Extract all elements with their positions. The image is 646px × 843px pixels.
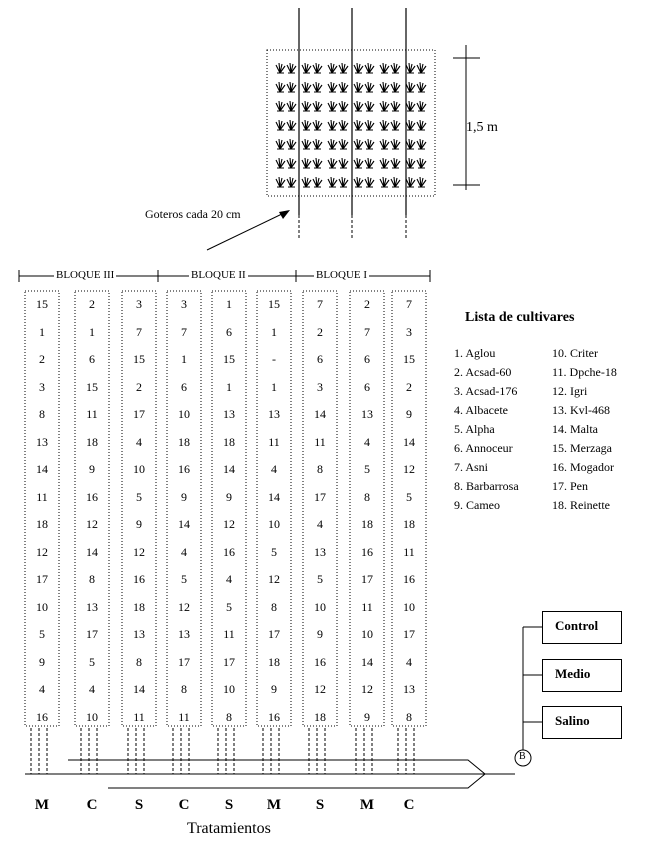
plant-icon bbox=[328, 120, 337, 130]
treatments-axis-label: Tratamientos bbox=[187, 820, 271, 837]
plot-cell: 5 bbox=[271, 544, 277, 559]
plot-cell: 17 bbox=[133, 407, 145, 421]
plant-icon bbox=[380, 101, 389, 111]
plot-cell: 4 bbox=[317, 517, 323, 531]
medio-label: Medio bbox=[555, 666, 591, 681]
cultivar-list-title: Lista de cultivares bbox=[465, 310, 575, 325]
plant-icon bbox=[313, 158, 322, 168]
plot-cell: 16 bbox=[223, 544, 235, 559]
cultivar-item: 9. Cameo bbox=[454, 498, 500, 512]
block-i-label: BLOQUE I bbox=[316, 269, 368, 281]
plot-cell: 18 bbox=[178, 434, 190, 449]
plant-icon bbox=[417, 120, 426, 130]
treatment-letter: M bbox=[34, 797, 50, 813]
plot-cell: 8 bbox=[406, 709, 412, 724]
plot-cell: 1 bbox=[271, 324, 277, 339]
plant-icon bbox=[328, 158, 337, 168]
plant-icon bbox=[287, 158, 296, 168]
plant-icon bbox=[339, 101, 348, 111]
plot-cell: 13 bbox=[86, 599, 98, 614]
plant-icon bbox=[417, 177, 426, 187]
plot-cell: 5 bbox=[181, 572, 187, 586]
plot-cell: 11 bbox=[403, 544, 415, 559]
plant-icon bbox=[354, 139, 363, 149]
plot-cell: 18 bbox=[361, 517, 373, 531]
plot-cell: 16 bbox=[361, 544, 373, 559]
plant-icon bbox=[365, 63, 374, 73]
plant-icon bbox=[339, 120, 348, 130]
plant-icon bbox=[391, 158, 400, 168]
plot-cell: 3 bbox=[181, 297, 187, 311]
plant-icon bbox=[339, 63, 348, 73]
plant-icon bbox=[276, 139, 285, 149]
plant-icon bbox=[380, 158, 389, 168]
plant-icon bbox=[276, 177, 285, 187]
plant-icon bbox=[287, 139, 296, 149]
plot-cell: 5 bbox=[364, 462, 370, 476]
cultivar-item: 7. Asni bbox=[454, 460, 489, 474]
treatment-letter: S bbox=[134, 797, 144, 813]
plot-cell: 18 bbox=[86, 434, 98, 449]
valve-label: B bbox=[519, 751, 526, 762]
plot-cell: 8 bbox=[89, 572, 95, 586]
plant-icon bbox=[365, 158, 374, 168]
plant-icon bbox=[365, 101, 374, 111]
plot-cell: 10 bbox=[314, 599, 326, 614]
cultivar-item: 17. Pen bbox=[552, 479, 588, 493]
plot-cell: 4 bbox=[364, 434, 370, 449]
plot-cell: 12 bbox=[36, 544, 48, 559]
plant-icon bbox=[417, 82, 426, 92]
plot-cell: 13 bbox=[361, 407, 373, 421]
plot-cell: 16 bbox=[178, 462, 190, 476]
plant-icon bbox=[339, 82, 348, 92]
plot-cell: 8 bbox=[271, 599, 277, 614]
plant-icon bbox=[391, 101, 400, 111]
cultivar-item: 18. Reinette bbox=[552, 498, 610, 512]
plot-cell: 9 bbox=[89, 462, 95, 476]
plot-cell: 11 bbox=[178, 709, 190, 724]
plot-cell: 15 bbox=[403, 352, 415, 366]
plant-icon bbox=[391, 120, 400, 130]
plot-cell: 17 bbox=[86, 627, 98, 641]
plot-cell: 3 bbox=[406, 324, 412, 339]
plant-icon bbox=[380, 139, 389, 149]
plant-icon bbox=[339, 177, 348, 187]
plot-cell: 11 bbox=[133, 709, 145, 724]
main-supply-pipe bbox=[25, 760, 515, 788]
cultivar-item: 10. Criter bbox=[552, 346, 598, 360]
plot-cell: 8 bbox=[39, 407, 45, 421]
treatment-letter: M bbox=[359, 797, 375, 813]
plot-cell: 2 bbox=[364, 297, 370, 311]
plant-icon bbox=[380, 120, 389, 130]
plant-icon bbox=[313, 139, 322, 149]
plot-cell: 15 bbox=[223, 352, 235, 366]
plot-cell: 16 bbox=[133, 572, 145, 586]
plant-icon bbox=[287, 82, 296, 92]
plant-icon bbox=[276, 101, 285, 111]
plot-cell: 6 bbox=[89, 352, 95, 366]
plot-cell: 2 bbox=[136, 379, 142, 394]
plant-icon bbox=[417, 63, 426, 73]
plant-icon bbox=[406, 82, 415, 92]
cultivar-item: 14. Malta bbox=[552, 422, 598, 436]
cultivar-item: 6. Annoceur bbox=[454, 441, 513, 455]
plot-cell: 18 bbox=[133, 599, 145, 614]
plant-icon bbox=[276, 63, 285, 73]
plot-cell: 12 bbox=[268, 572, 280, 586]
plot-cell: 4 bbox=[181, 544, 187, 559]
plot-cell: 10 bbox=[133, 462, 145, 476]
plant-icon bbox=[302, 120, 311, 130]
plot-cell: 5 bbox=[89, 654, 95, 669]
plot-cell: 12 bbox=[178, 599, 190, 614]
plant-icon bbox=[406, 139, 415, 149]
treatment-letter: M bbox=[266, 797, 282, 813]
plot-cell: 14 bbox=[178, 517, 190, 531]
plant-icon bbox=[287, 120, 296, 130]
plot-cell: 14 bbox=[361, 654, 373, 669]
plant-icon bbox=[313, 63, 322, 73]
plot-cell: 14 bbox=[403, 434, 415, 449]
plot-cell: 3 bbox=[39, 379, 45, 394]
plant-icon bbox=[391, 177, 400, 187]
plot-cell: 1 bbox=[39, 324, 45, 339]
plant-icon bbox=[313, 101, 322, 111]
cultivar-item: 13. Kvl-468 bbox=[552, 403, 610, 417]
plot-cell: 9 bbox=[136, 517, 142, 531]
plant-icon bbox=[417, 101, 426, 111]
plot-cell: 8 bbox=[136, 654, 142, 669]
plot-cell: 16 bbox=[314, 654, 326, 669]
plot-cell: 8 bbox=[226, 709, 232, 724]
cultivar-item: 3. Acsad-176 bbox=[454, 384, 518, 398]
plant-icon bbox=[328, 177, 337, 187]
plot-cell: 10 bbox=[403, 599, 415, 614]
plot-cell: 12 bbox=[314, 682, 326, 696]
cultivar-item: 4. Albacete bbox=[454, 403, 508, 417]
plant-icon bbox=[354, 63, 363, 73]
plot-cell: 11 bbox=[268, 434, 280, 449]
plot-cell: 3 bbox=[317, 379, 323, 394]
plant-icon bbox=[354, 158, 363, 168]
cultivar-item: 1. Aglou bbox=[454, 346, 496, 360]
plot-cell: 3 bbox=[136, 297, 142, 311]
plant-icon bbox=[302, 101, 311, 111]
plot-cell: 7 bbox=[406, 297, 412, 311]
plot-cell: 5 bbox=[226, 599, 232, 614]
medio-box bbox=[542, 659, 622, 692]
plant-icon bbox=[313, 82, 322, 92]
block-ii-label: BLOQUE II bbox=[191, 269, 246, 281]
plot-cell: 12 bbox=[133, 544, 145, 559]
plant-icon bbox=[339, 139, 348, 149]
plot-cell: 5 bbox=[39, 627, 45, 641]
plot-cell: 6 bbox=[364, 352, 370, 366]
treatment-letter: S bbox=[315, 797, 325, 813]
plant-icon bbox=[380, 177, 389, 187]
plot-cell: 14 bbox=[86, 544, 98, 559]
plot-cell: 14 bbox=[314, 407, 326, 421]
plant-icon bbox=[365, 120, 374, 130]
plot-cell: 10 bbox=[268, 517, 280, 531]
plant-icon bbox=[354, 120, 363, 130]
plot-cell: 16 bbox=[268, 709, 280, 724]
cultivar-item: 8. Barbarrosa bbox=[454, 479, 519, 493]
plot-cell: 17 bbox=[403, 627, 415, 641]
plant-icon bbox=[417, 139, 426, 149]
plant-icon bbox=[365, 82, 374, 92]
plot-cell: 16 bbox=[86, 489, 98, 504]
plot-cell: 14 bbox=[268, 489, 280, 504]
plot-cell: 14 bbox=[223, 462, 235, 476]
plot-cell: 17 bbox=[361, 572, 373, 586]
plant-icon bbox=[328, 63, 337, 73]
plot-cell: 1 bbox=[181, 352, 187, 366]
plot-cell: 9 bbox=[406, 407, 412, 421]
plot-cell: 6 bbox=[317, 352, 323, 366]
control-label: Control bbox=[555, 618, 599, 633]
treatment-letter: C bbox=[86, 797, 98, 813]
plot-cell: 17 bbox=[314, 489, 326, 504]
plot-cell: 2 bbox=[317, 324, 323, 339]
plot-cell: 5 bbox=[406, 489, 412, 504]
plant-icon bbox=[406, 63, 415, 73]
plant-icon bbox=[354, 101, 363, 111]
salino-label: Salino bbox=[555, 713, 590, 728]
plot-cell: 18 bbox=[314, 709, 326, 724]
plot-cell: 2 bbox=[39, 352, 45, 366]
plot-cell: 4 bbox=[226, 572, 232, 586]
plant-icon bbox=[339, 158, 348, 168]
plant-icon bbox=[380, 63, 389, 73]
plant-icon bbox=[354, 177, 363, 187]
cultivar-item: 11. Dpche-18 bbox=[552, 365, 617, 379]
plot-cell: 12 bbox=[86, 517, 98, 531]
plant-icon bbox=[276, 120, 285, 130]
treatment-letter: C bbox=[403, 797, 415, 813]
salino-box bbox=[542, 706, 622, 739]
plant-icon bbox=[391, 63, 400, 73]
plot-cell: 18 bbox=[403, 517, 415, 531]
plant-icon bbox=[302, 63, 311, 73]
supply-drip-lines bbox=[31, 728, 414, 774]
plot-cell: 16 bbox=[36, 709, 48, 724]
plant-icon bbox=[276, 158, 285, 168]
plot-cell: 9 bbox=[39, 654, 45, 669]
plot-cell: 11 bbox=[314, 434, 326, 449]
plot-cell: 9 bbox=[364, 709, 370, 724]
cultivar-item: 16. Mogador bbox=[552, 460, 614, 474]
plot-cell: 6 bbox=[364, 379, 370, 394]
plot-cell: 6 bbox=[181, 379, 187, 394]
plot-cell: 11 bbox=[223, 627, 235, 641]
dimension-label: 1,5 m bbox=[466, 120, 498, 135]
plot-cell: 4 bbox=[136, 434, 142, 449]
plot-cell: 1 bbox=[89, 324, 95, 339]
plant-icon bbox=[406, 120, 415, 130]
plant-icon bbox=[354, 82, 363, 92]
plant-icon bbox=[391, 139, 400, 149]
plot-cell: 7 bbox=[364, 324, 370, 339]
plot-cell: 13 bbox=[268, 407, 280, 421]
plant-icon bbox=[417, 158, 426, 168]
plot-cell: 4 bbox=[39, 682, 45, 696]
plant-icon bbox=[276, 82, 285, 92]
control-box bbox=[542, 611, 622, 644]
plant-icon bbox=[406, 101, 415, 111]
plot-cell: 5 bbox=[317, 572, 323, 586]
plot-cell: 18 bbox=[223, 434, 235, 449]
plot-cell: 2 bbox=[406, 379, 412, 394]
plot-cell: 4 bbox=[89, 682, 95, 696]
plant-icon bbox=[287, 101, 296, 111]
plot-cell: 5 bbox=[136, 489, 142, 504]
plant-icon bbox=[302, 139, 311, 149]
plot-cell: 2 bbox=[89, 297, 95, 311]
plot-cell: 11 bbox=[36, 489, 48, 504]
plant-icon bbox=[328, 82, 337, 92]
plot-cell: 10 bbox=[223, 682, 235, 696]
plot-cell: 10 bbox=[86, 709, 98, 724]
plot-cell: 13 bbox=[133, 627, 145, 641]
plant-icon bbox=[380, 82, 389, 92]
plot-cell: 11 bbox=[86, 407, 98, 421]
plot-cell: 13 bbox=[178, 627, 190, 641]
plot-cell: 10 bbox=[361, 627, 373, 641]
cultivar-item: 15. Merzaga bbox=[552, 441, 612, 455]
plot-cell: 12 bbox=[403, 462, 415, 476]
plot-cell: 9 bbox=[181, 489, 187, 504]
plant-icon bbox=[406, 177, 415, 187]
treatment-letter: C bbox=[178, 797, 190, 813]
plot-cell: - bbox=[272, 352, 276, 366]
cultivar-item: 2. Acsad-60 bbox=[454, 365, 512, 379]
plant-icon bbox=[365, 139, 374, 149]
plot-cell: 15 bbox=[268, 297, 280, 311]
plot-cell: 13 bbox=[403, 682, 415, 696]
plant-icon bbox=[287, 177, 296, 187]
plot-cell: 9 bbox=[317, 627, 323, 641]
plot-cell: 8 bbox=[317, 462, 323, 476]
plant-icon bbox=[302, 158, 311, 168]
plot-cell: 6 bbox=[226, 324, 232, 339]
plot-cell: 12 bbox=[223, 517, 235, 531]
plot-cell: 9 bbox=[271, 682, 277, 696]
plot-cell: 10 bbox=[178, 407, 190, 421]
plot-cell: 14 bbox=[36, 462, 48, 476]
plot-cell: 15 bbox=[36, 297, 48, 311]
plot-cell: 13 bbox=[223, 407, 235, 421]
plot-cell: 8 bbox=[181, 682, 187, 696]
plot-cell: 7 bbox=[317, 297, 323, 311]
plot-cell: 14 bbox=[133, 682, 145, 696]
cultivar-item: 12. Igri bbox=[552, 384, 588, 398]
plot-cell: 12 bbox=[361, 682, 373, 696]
treatment-letter: S bbox=[224, 797, 234, 813]
drippers-label: Goteros cada 20 cm bbox=[145, 207, 241, 221]
plot-cell: 4 bbox=[406, 654, 412, 669]
plot-cell: 17 bbox=[178, 654, 190, 669]
plot-cell: 15 bbox=[133, 352, 145, 366]
plant-icon bbox=[406, 158, 415, 168]
plot-cell: 17 bbox=[223, 654, 235, 669]
plant-icon bbox=[328, 101, 337, 111]
block-iii-label: BLOQUE III bbox=[56, 269, 115, 281]
plant-icon bbox=[302, 82, 311, 92]
plot-cell: 7 bbox=[181, 324, 187, 339]
plant-icon bbox=[313, 120, 322, 130]
plot-cell: 16 bbox=[403, 572, 415, 586]
plot-cell: 15 bbox=[86, 379, 98, 394]
plot-cell: 13 bbox=[36, 434, 48, 449]
plant-icon bbox=[287, 63, 296, 73]
plot-cell: 18 bbox=[268, 654, 280, 669]
plant-icon bbox=[313, 177, 322, 187]
plant-icon bbox=[302, 177, 311, 187]
plot-cell: 17 bbox=[36, 572, 48, 586]
plant-icon bbox=[365, 177, 374, 187]
cultivar-item: 5. Alpha bbox=[454, 422, 495, 436]
plot-cell: 10 bbox=[36, 599, 48, 614]
plot-cell: 4 bbox=[271, 462, 277, 476]
plot-cell: 8 bbox=[364, 489, 370, 504]
plot-cell: 11 bbox=[361, 599, 373, 614]
plot-cell: 17 bbox=[268, 627, 280, 641]
plant-icon bbox=[328, 139, 337, 149]
plot-cell: 1 bbox=[271, 379, 277, 394]
plant-icon bbox=[391, 82, 400, 92]
plot-cell: 7 bbox=[136, 324, 142, 339]
plot-cell: 1 bbox=[226, 297, 232, 311]
plot-cell: 18 bbox=[36, 517, 48, 531]
plot-cell: 1 bbox=[226, 379, 232, 394]
plot-cell: 9 bbox=[226, 489, 232, 504]
plot-cell: 13 bbox=[314, 544, 326, 559]
dimension-marker bbox=[453, 45, 480, 190]
